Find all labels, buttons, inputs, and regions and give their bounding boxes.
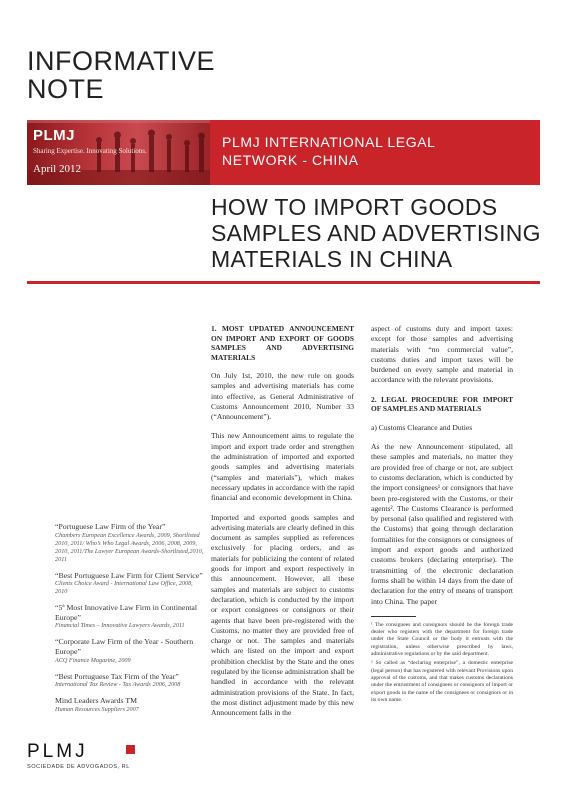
title-divider <box>27 281 540 284</box>
award-title: “5ª Most Innovative Law Firm in Continental Europe” <box>55 603 198 622</box>
award-source: International Tax Review - Tax Awards 2006, 2008 <box>55 681 181 689</box>
banner-title-line1: PLMJ INTERNATIONAL LEGAL <box>222 134 436 150</box>
awards-list <box>55 522 205 721</box>
award-item <box>55 637 205 664</box>
banner-title <box>222 133 436 169</box>
award-source: Chambers European Excellence Awards, 2009, Shortlisted 2010, 2011/ Who’s Who Legal Awards, 2006, 2008, 2009, 2010, 2011/The Lawyer European Awards-Shortlisted,2010, 2011 <box>55 531 204 563</box>
footer-logo-mark: PLMJ <box>27 741 88 762</box>
paragraph: aspect of customs duty and import taxes: except for those samples and advertising materials with “no commercial value”, customs duties and import taxes will be burdened on every sample and material in accordance with the relevant provisions. <box>371 324 513 385</box>
award-title: “Best Portuguese Tax Firm of the Year” <box>55 671 179 681</box>
document-type <box>27 47 215 103</box>
award-source: ACQ Finance Magazine, 2009 <box>55 656 131 664</box>
footer-logo <box>27 741 130 770</box>
footnote-2: ² So called as “declaring enterprise”, a domestic enterprise (legal person) that has registered with relevant Provisions upon approval of the customs, and that makes customs declarations under the entrustment of consignees or consignors of import or export goods in the name of the consignees or consignors or in its own name. <box>371 660 513 703</box>
award-item <box>55 571 205 597</box>
award-source: Financial Times – Innovative Lawyers Awards, 2011 <box>55 622 185 630</box>
paragraph: On July 1st, 2010, the new rule on goods samples and advertising materials has come into effective, as General Administrative of Customs Announcement 2010, Number 33 (“Announcement”). <box>211 371 354 422</box>
award-source: Clients Choice Award - International Law Office, 2008, 2010 <box>55 580 193 596</box>
document-type-line1: INFORMATIVE <box>27 46 216 76</box>
footnote-divider <box>371 616 416 617</box>
award-source: Human Resources Suppliers 2007 <box>55 705 139 713</box>
footnotes <box>371 622 513 704</box>
award-title: Mind Leaders Awards TM <box>55 696 138 706</box>
page-title-line1: HOW TO IMPORT GOODS <box>211 194 498 220</box>
body-column-1 <box>211 324 354 728</box>
paragraph: As the new Announcement stipulated, all these samples and materials, no matter they are provided free of charge or not, are subject to customs declaration, which is conducted by the import consignees¹ or consignors that have been pre-registered with the Customs, or their agents². The Customs Clearance is performed by personal (also qualified and registered with the Customs) that going through declaration formalities for the consignors or consignees of import and export goods and authorized customs brokers (declaring enterprise). The transmitting of the electronic declaration forms shall be within 14 days from the date of declaration for the entry of means of transport into China. The paper <box>371 442 513 606</box>
award-item <box>55 696 205 714</box>
document-type-line2: NOTE <box>27 74 105 104</box>
logo-red-square-icon <box>126 745 135 754</box>
footnote-1: ¹ The consignees and consignors should be the foreign trade dealer who registers with the department for foreign trade under the State Council or the body it entrusts with the registration, unless otherwise prescribed by laws, administrative regulations or by the said department. <box>371 621 513 658</box>
body-column-2 <box>371 324 513 706</box>
page-title-line3: MATERIALS IN CHINA <box>211 246 453 272</box>
award-item <box>55 603 205 630</box>
section-heading-1: 1. MOST UPDATED ANNOUNCEMENT ON IMPORT AND EXPORT OF GOODS SAMPLES AND ADVERTISING MATERIALS <box>211 324 354 362</box>
section-heading-2: 2. LEGAL PROCEDURE FOR IMPORT OF SAMPLES AND MATERIALS <box>371 394 513 414</box>
award-item <box>55 672 205 690</box>
banner-logo: PLMJ <box>33 127 76 144</box>
page-title-line2: SAMPLES AND ADVERTISING <box>211 220 541 246</box>
paragraph: This new Announcement aims to regulate the import and export trade order and strengthen the administration of imported and exported goods samples and advertising materials (“samples and materials”), which makes necessary updates in accordance with the rapid financial and economic development in China. <box>211 431 354 503</box>
paragraph: Imported and exported goods samples and advertising materials are clearly defined in this document as samples supplied as references exclusively for placing orders, and as materials for publicizing the content of related goods for import and export respectively in this announcement. However, all these samples and materials are subject to customs declaration, which is conducted by the import or export consignees or consignors or their agents that have been pre-registered with the Customs, no matter they are provided free of charge or not. The samples and materials which are listed on the import and export prohibition checklist by the State and the ones regulated by the license administration shall be handled in accordance with the relevant administration provisions of the State. In fact, the most distinct adjustment made by this new Announcement falls in the <box>211 512 354 718</box>
footer-logo-subtitle: SOCIEDADE DE ADVOGADOS, RL <box>27 764 130 770</box>
award-title: “Corporate Law Firm of the Year - Southern Europe” <box>55 637 194 656</box>
banner-title-line2: NETWORK - CHINA <box>222 152 359 168</box>
award-item <box>55 522 205 564</box>
award-title: “Portuguese Law Firm of the Year” <box>55 522 166 531</box>
page-title <box>211 194 541 272</box>
award-title: “Best Portuguese Law Firm for Client Service” <box>55 570 203 580</box>
banner-photo <box>27 120 210 185</box>
banner-tagline: Sharing Expertise. Innovating Solutions. <box>33 147 147 155</box>
subsection-heading: a) Customs Clearance and Duties <box>371 422 473 432</box>
header-banner <box>27 120 540 185</box>
banner-title-panel <box>210 120 540 185</box>
publication-date: April 2012 <box>33 163 81 175</box>
